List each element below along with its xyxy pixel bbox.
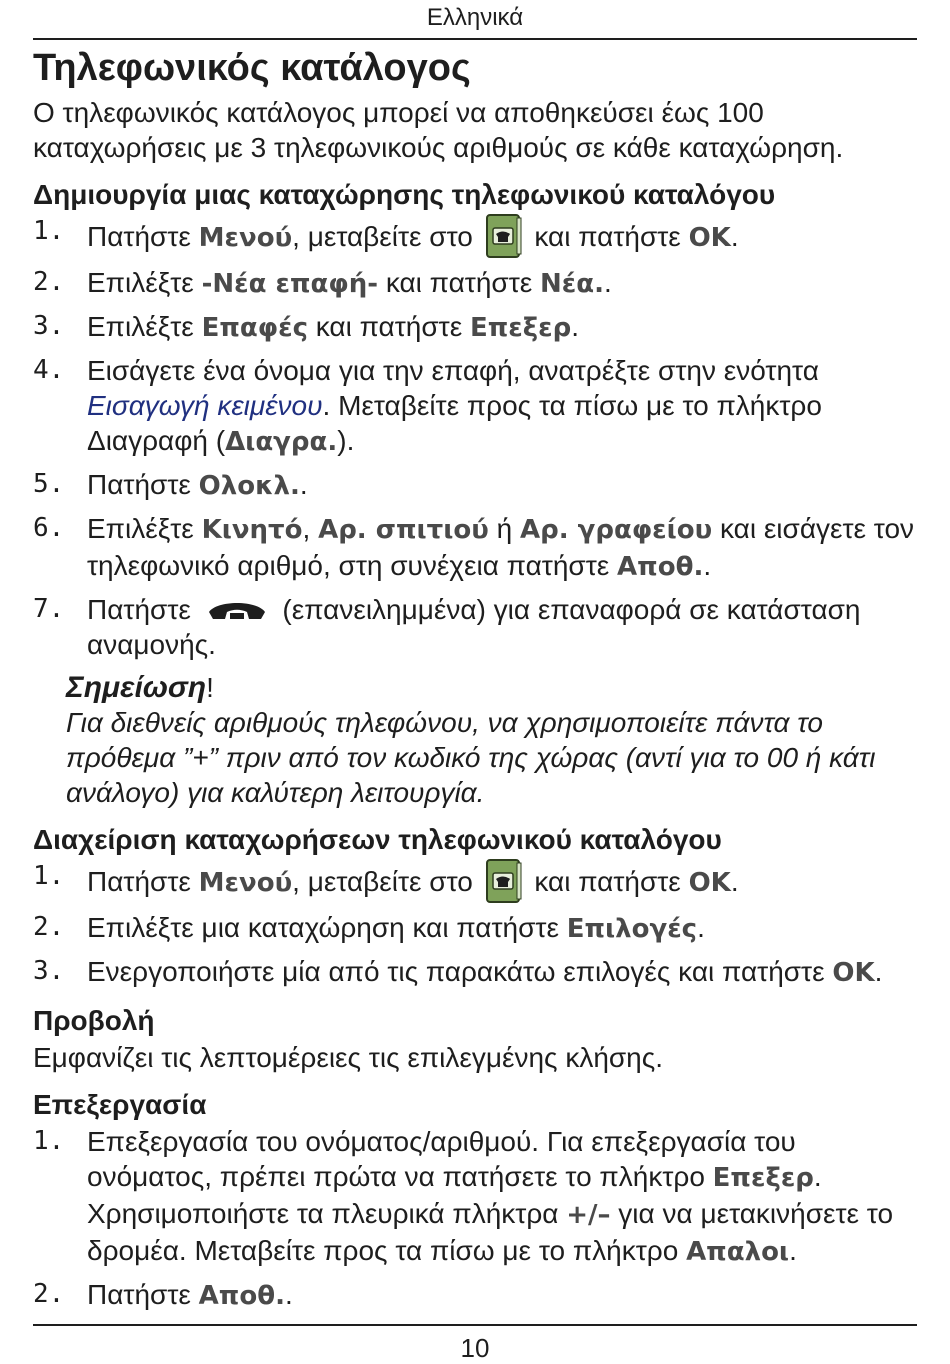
key-label: Αποθ.	[617, 552, 704, 582]
list-item	[33, 954, 917, 991]
manage-steps-list	[33, 859, 917, 991]
step-text: ,	[302, 513, 319, 544]
list-item	[33, 309, 917, 346]
step-text: Πατήστε	[87, 469, 199, 500]
step-text: .	[571, 311, 579, 342]
phonebook-icon	[485, 859, 523, 903]
key-label: Αποθ.	[198, 1281, 285, 1311]
section-edit-heading: Επεξεργασία	[33, 1089, 207, 1120]
step-text: Επεξεργασία του ονόματος/αριθμού. Για επεξεργασία του ονόματος, πρέπει πρώτα να πατήσετε το πλήκτρο	[87, 1126, 796, 1192]
key-label: Διαγρα.	[225, 427, 338, 457]
step-text: .	[697, 912, 705, 943]
key-label: Μενού	[198, 223, 293, 253]
step-number: 1.	[33, 1126, 65, 1156]
step-number: 2.	[33, 912, 65, 942]
step-number: 5.	[33, 469, 65, 499]
step-text: Επιλέξτε μια καταχώρηση και πατήστε	[87, 912, 567, 943]
step-text: .	[703, 550, 712, 581]
header-divider	[33, 38, 917, 40]
step-text: Επιλέξτε	[87, 311, 202, 342]
key-label: OK	[688, 868, 731, 898]
step-text: Πατήστε	[87, 221, 199, 252]
create-steps-list	[33, 214, 917, 662]
list-item	[33, 910, 917, 947]
list-item	[33, 859, 917, 903]
end-call-icon	[205, 595, 269, 619]
step-number: 2.	[33, 267, 65, 297]
key-label: Επιλογές	[566, 914, 698, 944]
key-label: Κινητό	[201, 515, 303, 545]
note-exclamation: !	[206, 672, 214, 703]
step-text: .	[730, 866, 739, 897]
intro-paragraph: Ο τηλεφωνικός κατάλογος μπορεί να αποθηκεύσει έως 100 καταχωρήσεις με 3 τηλεφωνικούς αριθμούς σε κάθε καταχώρηση.	[33, 97, 844, 163]
step-text: .	[874, 956, 883, 987]
step-number: 1.	[33, 861, 65, 891]
section-manage-heading: Διαχείριση καταχωρήσεων τηλεφωνικού καταλόγου	[33, 824, 722, 855]
step-text: ή	[488, 513, 520, 544]
step-text: , μεταβείτε στο	[292, 866, 481, 897]
list-item	[33, 214, 917, 258]
step-text: Πατήστε	[87, 594, 199, 625]
step-text: ).	[337, 425, 355, 456]
key-label: Νέα.	[540, 269, 605, 299]
manual-page	[33, 0, 917, 1364]
phonebook-icon	[485, 214, 523, 258]
step-text: , μεταβείτε στο	[292, 221, 481, 252]
page-content	[33, 45, 917, 1321]
section-create-heading: Δημιουργία μιας καταχώρησης τηλεφωνικού καταλόγου	[33, 179, 776, 210]
key-label: OK	[832, 958, 875, 988]
step-text: . Χρησιμοποιήστε τα πλευρικά πλήκτρα	[87, 1161, 822, 1229]
key-label: Επαφές	[201, 313, 308, 343]
key-label: Επεξερ	[469, 313, 572, 343]
list-item	[33, 265, 917, 302]
key-label: OK	[688, 223, 731, 253]
step-number: 2.	[33, 1279, 65, 1309]
key-label: -Νέα επαφή-	[201, 269, 379, 299]
step-text: .	[730, 221, 739, 252]
step-text: και πατήστε	[307, 311, 470, 342]
key-label: Αρ. γραφείου	[519, 515, 713, 545]
page-header-language: Ελληνικά	[426, 4, 524, 31]
list-item	[33, 592, 917, 662]
note-box	[66, 670, 917, 810]
step-text: και πατήστε	[526, 221, 689, 252]
note-heading	[66, 670, 917, 705]
key-label: Αρ. σπιτιού	[318, 515, 489, 545]
key-label: Απαλοι	[686, 1237, 790, 1267]
list-item	[33, 511, 917, 585]
step-text: .	[299, 469, 308, 500]
step-text: για να μετακινήσετε το δρομέα. Μεταβείτε προς τα πίσω με το πλήκτρο	[87, 1198, 894, 1266]
step-number: 1.	[33, 216, 65, 246]
step-text: Επιλέξτε	[87, 267, 202, 298]
key-label: Επεξερ	[712, 1163, 814, 1193]
edit-steps-list	[33, 1124, 917, 1314]
step-text: Πατήστε	[87, 866, 199, 897]
list-item	[33, 467, 917, 504]
step-text: και εισάγετε τον τηλεφωνικό αριθμό, στη συνέχεια πατήστε	[87, 513, 915, 581]
step-number: 6.	[33, 513, 65, 543]
step-text: Επιλέξτε	[87, 513, 202, 544]
list-item	[33, 1277, 917, 1314]
key-label: Μενού	[198, 868, 293, 898]
text-input-reference-link[interactable]: Εισαγωγή κειμένου	[87, 390, 323, 421]
page-number: 10	[460, 1333, 490, 1363]
step-text: Πατήστε	[87, 1279, 199, 1310]
footer-divider	[33, 1324, 917, 1326]
step-text: Εισάγετε ένα όνομα για την επαφή, ανατρέξτε στην ενότητα	[87, 355, 819, 386]
section-view-text: Εμφανίζει τις λεπτομέρειες τις επιλεγμένης κλήσης.	[33, 1042, 664, 1073]
step-text: .	[604, 267, 612, 298]
step-number: 7.	[33, 594, 65, 624]
section-view-heading: Προβολή	[33, 1005, 155, 1036]
step-number: 3.	[33, 311, 65, 341]
list-item	[33, 353, 917, 460]
key-label: +/–	[566, 1200, 611, 1230]
key-label: Ολοκλ.	[198, 471, 300, 501]
step-number: 3.	[33, 956, 65, 986]
note-text: Για διεθνείς αριθμούς τηλεφώνου, να χρησιμοποιείτε πάντα το πρόθεμα ”+” πριν από τον κωδικό της χώρας (αντί για το 00 ή κάτι ανάλογο) για καλύτερη λειτουργία.	[66, 707, 876, 808]
step-text: και πατήστε	[378, 267, 541, 298]
step-text: Ενεργοποιήστε μία από τις παρακάτω επιλογές και πατήστε	[87, 956, 833, 987]
note-title: Σημείωση	[66, 671, 207, 704]
step-text: .	[789, 1235, 797, 1266]
list-item	[33, 1124, 917, 1270]
step-text: .	[284, 1279, 293, 1310]
page-title: Τηλεφωνικός κατάλογος	[33, 47, 471, 89]
step-number: 4.	[33, 355, 65, 385]
step-text: και πατήστε	[526, 866, 689, 897]
step-text: . Μεταβείτε προς τα πίσω με το πλήκτρο Διαγραφή (	[87, 390, 822, 456]
step-text: (επανειλημμένα) για επαναφορά σε κατάσταση αναμονής.	[87, 594, 861, 660]
